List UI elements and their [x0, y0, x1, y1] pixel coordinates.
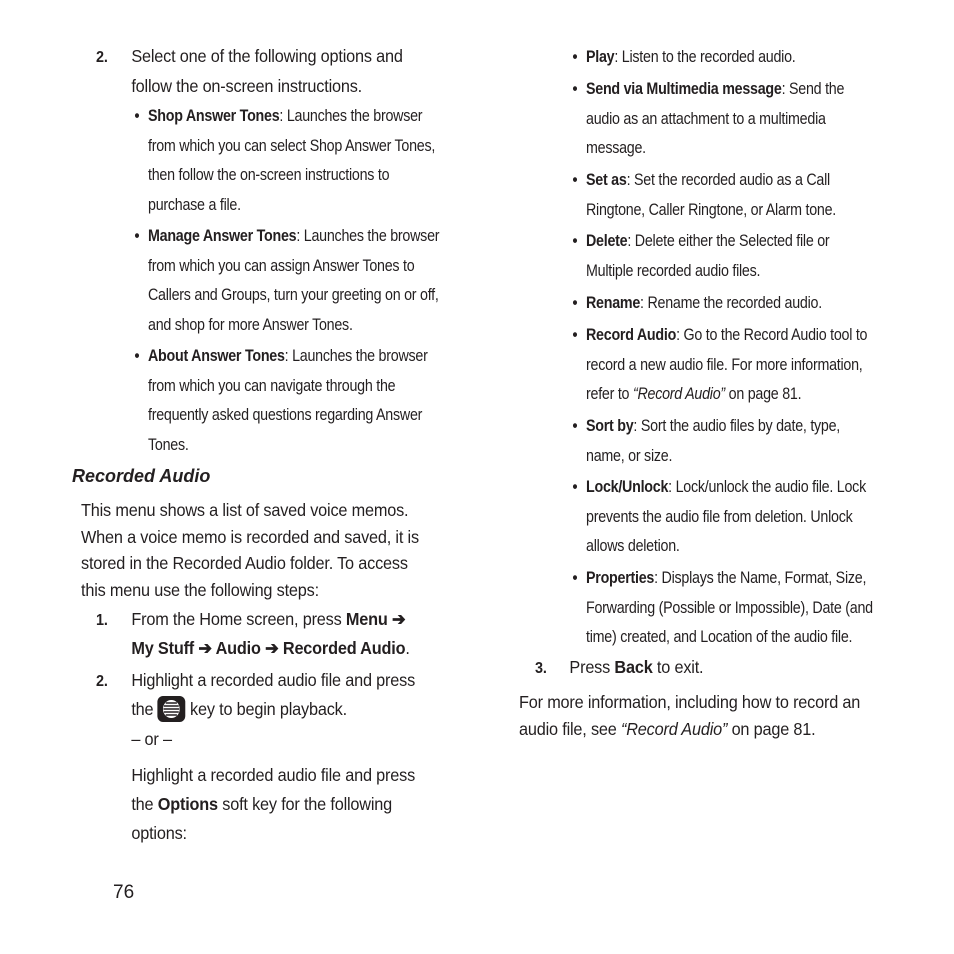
step-text-fragment: From the Home screen, press	[131, 609, 346, 629]
bullet-text: : Listen to the recorded audio.	[614, 47, 796, 66]
step-text-fragment: the	[131, 794, 158, 814]
bullet-set-as	[572, 165, 837, 224]
bullet-term: Record Audio	[586, 325, 677, 344]
bullet-rename	[572, 288, 822, 318]
or-separator: – or –	[131, 729, 172, 749]
bullet-term: Delete	[586, 231, 628, 250]
options-key-label: Options	[157, 794, 218, 814]
menu-path-label: Recorded Audio	[282, 638, 406, 658]
bullet-text: then follow the on-screen instructions to	[148, 165, 390, 184]
bullet-text: : Launches the browser	[284, 346, 428, 365]
bullet-text: time) created, and Location of the audio file.	[586, 627, 853, 646]
bullet-text: prevents the audio file from deletion. Unlock	[586, 506, 853, 526]
bullet-dot: •	[572, 231, 578, 250]
bullet-text: : Send the	[781, 79, 845, 98]
menu-path-label: My Stuff	[131, 638, 195, 658]
paragraph-line	[519, 716, 860, 743]
bullet-term: Set as	[586, 170, 627, 189]
bullet-text: : Rename the recorded audio.	[640, 293, 822, 312]
bullet-text-fragment: on page 81.	[724, 384, 802, 403]
bullet-text: Ringtone, Caller Ringtone, or Alarm tone.	[586, 199, 837, 219]
bullet-text: Tones.	[148, 434, 189, 454]
bullet-term: Manage Answer Tones	[148, 226, 297, 245]
step-text: Highlight a recorded audio file and press	[131, 670, 416, 690]
bullet-term: Rename	[586, 293, 641, 312]
bullet-manage-answer-tones	[134, 221, 440, 339]
step-text-fragment: .	[405, 638, 410, 658]
bullet-text: : Displays the Name, Format, Size,	[654, 568, 867, 587]
step-text: follow the on-screen instructions.	[131, 76, 363, 96]
bullet-text: from which you can select Shop Answer Tones,	[148, 135, 436, 155]
bullet-properties	[572, 563, 873, 652]
paragraph-line: When a voice memo is recorded and saved, it is	[81, 526, 419, 547]
step-number: 1.	[96, 612, 108, 629]
bullet-dot: •	[572, 568, 578, 587]
step-text-fragment: the	[131, 699, 154, 719]
bullet-dot: •	[134, 106, 140, 125]
bullet-dot: •	[572, 293, 578, 312]
step-text-fragment: key to begin playback.	[190, 699, 347, 719]
bullet-term: Lock/Unlock	[586, 477, 669, 496]
step-text	[131, 695, 347, 725]
back-key-label: Back	[614, 657, 653, 677]
att-globe-key-icon	[158, 696, 186, 722]
step-text	[131, 790, 392, 820]
paragraph-line: For more information, including how to record an	[519, 692, 861, 712]
bullet-dot: •	[572, 47, 578, 66]
bullet-text: : Lock/unlock the audio file. Lock	[668, 477, 866, 496]
bullet-dot: •	[572, 79, 578, 98]
paragraph-line: this menu use the following steps:	[81, 579, 319, 600]
bullet-text: Callers and Groups, turn your greeting on or off,	[148, 285, 439, 304]
step-number: 2.	[96, 49, 108, 66]
bullet-text: : Sort the audio files by date, type,	[633, 416, 841, 435]
record-audio-reference: “Record Audio”	[620, 718, 728, 739]
bullet-text: : Go to the Record Audio tool to	[676, 325, 868, 344]
section-heading: Recorded Audio	[72, 466, 211, 486]
step-text-fragment: to exit.	[652, 657, 704, 677]
bullet-delete	[572, 226, 830, 285]
bullet-text: from which you can assign Answer Tones to	[148, 255, 415, 275]
bullet-text: : Launches the browser	[296, 226, 440, 245]
bullet-text: audio as an attachment to a multimedia	[586, 108, 826, 128]
paragraph-line: This menu shows a list of saved voice memos.	[81, 500, 409, 520]
step-text	[131, 605, 405, 635]
step-text-fragment: Press	[569, 657, 615, 677]
bullet-text: purchase a file.	[148, 194, 241, 214]
bullet-dot: •	[572, 416, 578, 435]
bullet-term: Sort by	[586, 416, 634, 435]
bullet-lock-unlock	[572, 472, 866, 561]
bullet-dot: •	[134, 226, 140, 245]
bullet-term: Shop Answer Tones	[148, 106, 280, 125]
bullet-term: Send via Multimedia message	[586, 79, 782, 98]
bullet-text: : Delete either the Selected file or	[627, 231, 830, 250]
bullet-dot: •	[572, 477, 578, 496]
bullet-term: About Answer Tones	[148, 346, 285, 365]
page-number: 76	[113, 882, 135, 903]
bullet-term: Play	[586, 47, 615, 66]
bullet-text: message.	[586, 138, 646, 157]
bullet-shop-answer-tones	[134, 101, 436, 219]
bullet-text: from which you can navigate through the	[148, 375, 396, 395]
bullet-text: : Launches the browser	[279, 106, 423, 125]
bullet-about-answer-tones	[134, 341, 428, 459]
step-number: 3.	[535, 660, 547, 677]
step-text: Highlight a recorded audio file and press	[131, 765, 416, 785]
closing-paragraph	[519, 689, 860, 742]
bullet-dot: •	[572, 325, 578, 344]
bullet-text: frequently asked questions regarding Answer	[148, 405, 423, 424]
bullet-text: Multiple recorded audio files.	[586, 260, 761, 280]
bullet-text: name, or size.	[586, 445, 673, 465]
menu-key-label: Menu	[345, 609, 388, 629]
bullet-dot: •	[572, 170, 578, 189]
paragraph-fragment: audio file, see	[519, 718, 621, 739]
bullet-sort-by	[572, 411, 841, 470]
step-text-fragment: soft key for the following	[217, 794, 393, 814]
step-text: options:	[131, 823, 187, 843]
bullet-dot: •	[134, 346, 140, 365]
bullet-text: Forwarding (Possible or Impossible), Date (and	[586, 597, 873, 617]
bullet-text: allows deletion.	[586, 536, 680, 555]
step-text	[131, 634, 409, 664]
step-number: 2.	[96, 673, 108, 690]
menu-path-label: Audio	[215, 638, 261, 658]
bullet-text: record a new audio file. For more information,	[586, 354, 863, 374]
intro-paragraph	[81, 497, 419, 603]
bullet-send-via-multimedia	[572, 74, 845, 163]
arrow-glyph: ➔	[387, 609, 406, 629]
arrow-glyph: ➔	[194, 638, 216, 658]
bullet-term: Properties	[586, 568, 655, 587]
bullet-text: : Set the recorded audio as a Call	[626, 170, 830, 189]
bullet-play	[572, 42, 796, 72]
paragraph-line: stored in the Recorded Audio folder. To access	[81, 553, 408, 573]
bullet-record-audio	[572, 320, 868, 409]
step-text	[569, 653, 703, 683]
bullet-text	[586, 379, 867, 409]
bullet-text-fragment: refer to	[586, 384, 633, 403]
paragraph-fragment: on page 81.	[727, 718, 816, 739]
record-audio-reference: “Record Audio”	[632, 384, 725, 403]
step-text: Select one of the following options and	[131, 46, 403, 66]
bullet-text: and shop for more Answer Tones.	[148, 314, 353, 334]
arrow-glyph: ➔	[260, 638, 283, 658]
